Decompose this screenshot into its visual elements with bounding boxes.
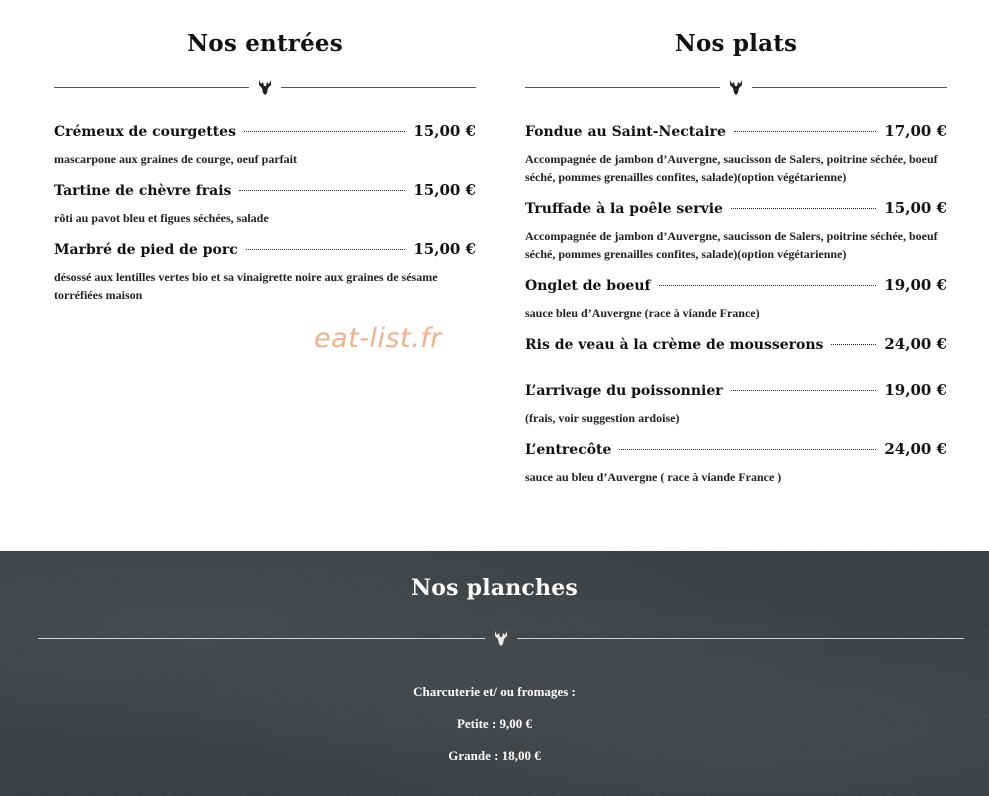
divider-line-right	[281, 87, 476, 88]
item-price: 15,00 €	[413, 122, 476, 140]
item-price: 17,00 €	[884, 122, 947, 140]
item-description: (frais, voir suggestion ardoise)	[525, 411, 680, 425]
item-name: Onglet de boeuf	[525, 278, 651, 294]
divider-line-right	[752, 87, 947, 88]
item-name: Truffade à la poêle servie	[525, 201, 723, 217]
entrees-column	[54, 0, 476, 317]
menu-item	[525, 199, 947, 263]
item-name: Crémeux de courgettes	[54, 124, 236, 140]
dotted-leader	[731, 390, 877, 391]
item-name: Ris de veau à la crème de mousserons	[525, 337, 824, 353]
dotted-leader	[619, 449, 876, 450]
item-description: Accompagnée de jambon d’Auvergne, saucisson de Salers, poitrine séchée, boeuf séché, pommes grenailles confites, salade)(option végétarienne)	[525, 229, 938, 261]
menu-item	[54, 181, 476, 227]
item-description: sauce bleu d’Auvergne (race à viande France)	[525, 306, 760, 320]
dotted-leader	[239, 190, 405, 191]
item-description: mascarpone aux graines de courge, oeuf parfait	[54, 152, 297, 166]
plats-list	[525, 122, 947, 486]
item-description: désossé aux lentilles vertes bio et sa vinaigrette noire aux graines de sésame torréfiées maison	[54, 270, 438, 302]
menu-item	[525, 440, 947, 486]
planches-title: Nos planches	[411, 575, 578, 601]
deer-head-icon	[727, 78, 745, 96]
divider-line-right	[517, 638, 964, 639]
dotted-leader	[659, 285, 877, 286]
item-name: L’arrivage du poissonnier	[525, 383, 723, 399]
watermark: eat-list.fr	[314, 323, 442, 354]
entrees-title: Nos entrées	[187, 30, 343, 57]
dotted-leader	[244, 131, 405, 132]
item-name: Tartine de chèvre frais	[54, 183, 232, 199]
entrees-list	[54, 122, 476, 304]
item-price: 15,00 €	[884, 199, 947, 217]
item-name: Fondue au Saint-Nectaire	[525, 124, 726, 140]
item-description: sauce au bleu d’Auvergne ( race à viande France )	[525, 470, 782, 484]
item-description: Accompagnée de jambon d’Auvergne, saucisson de Salers, poitrine séchée, boeuf séché, pommes grenailles confites, salade)(option végétarienne)	[525, 152, 938, 184]
item-price: 24,00 €	[884, 335, 947, 353]
dotted-leader	[246, 249, 406, 250]
divider-line-left	[38, 638, 485, 639]
menu-item	[54, 122, 476, 168]
planches-heading: Charcuterie et/ ou fromages :	[413, 684, 576, 699]
plats-divider	[525, 78, 947, 96]
divider-line-left	[54, 87, 249, 88]
dotted-leader	[731, 208, 876, 209]
planches-divider	[38, 629, 964, 647]
menu-item	[525, 276, 947, 322]
menu-item	[525, 381, 947, 427]
divider-line-left	[525, 87, 720, 88]
plats-title: Nos plats	[674, 30, 798, 57]
planches-board	[0, 551, 989, 796]
planches-details	[0, 681, 989, 777]
item-description: rôti au pavot bleu et figues séchées, salade	[54, 211, 269, 225]
item-price: 19,00 €	[884, 276, 947, 294]
deer-head-icon	[492, 629, 510, 647]
entrees-divider	[54, 78, 476, 96]
dotted-leader	[831, 344, 876, 345]
item-name: Marbré de pied de porc	[54, 242, 238, 258]
plats-column	[525, 0, 947, 499]
deer-head-icon	[256, 78, 274, 96]
item-price: 15,00 €	[413, 181, 476, 199]
planche-petite-price: Petite : 9,00 €	[456, 716, 533, 731]
item-price: 24,00 €	[884, 440, 947, 458]
dotted-leader	[734, 131, 876, 132]
planche-grande-price: Grande : 18,00 €	[448, 748, 541, 763]
item-price: 19,00 €	[884, 381, 947, 399]
menu-item	[525, 122, 947, 186]
item-name: L’entrecôte	[525, 442, 612, 458]
item-price: 15,00 €	[413, 240, 476, 258]
menu-item	[54, 240, 476, 304]
menu-item	[525, 335, 947, 357]
